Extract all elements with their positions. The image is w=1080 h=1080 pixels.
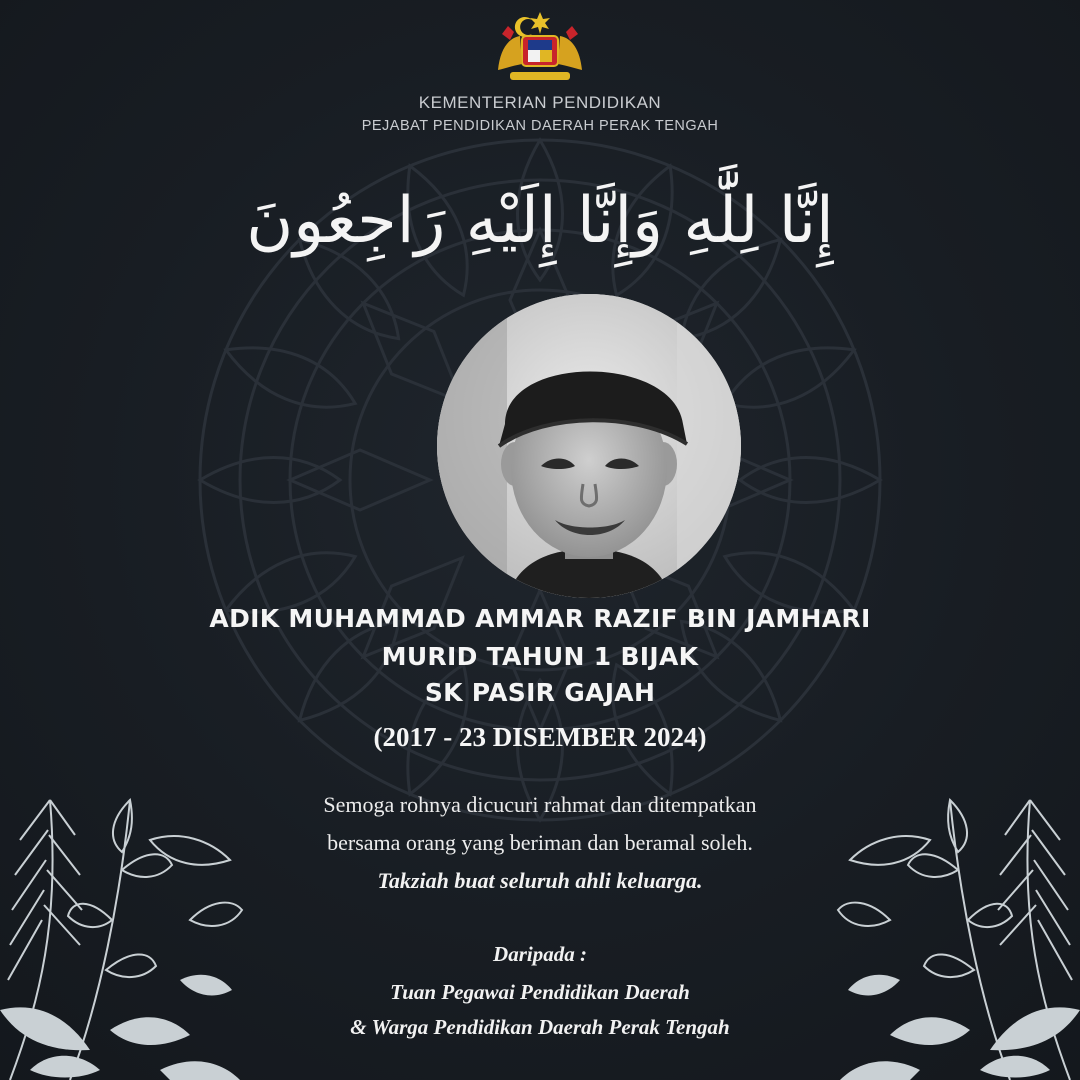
deceased-school: SK PASIR GAJAH <box>424 678 656 707</box>
condolence-line: Takziah buat seluruh ahli keluarga. <box>377 868 703 893</box>
leaf-ornament-left-icon <box>0 780 260 1080</box>
prayer-line-1: Semoga rohnya dicucuri rahmat dan ditempatkan <box>323 792 757 817</box>
sender-label: Daripada : <box>493 942 587 966</box>
malaysia-coat-of-arms-icon <box>488 10 592 86</box>
deceased-class: MURID TAHUN 1 BIJAK <box>381 642 699 671</box>
deceased-name: ADIK MUHAMMAD AMMAR RAZIF BIN JAMHARI <box>209 604 871 633</box>
office-title: PEJABAT PENDIDIKAN DAERAH PERAK TENGAH <box>361 118 719 134</box>
life-dates: (2017 - 23 DISEMBER 2024) <box>373 722 707 752</box>
sender-line-2: & Warga Pendidikan Daerah Perak Tengah <box>350 1015 730 1039</box>
leaf-ornament-right-icon <box>820 780 1080 1080</box>
child-portrait-illustration <box>437 294 741 598</box>
sender-line-1: Tuan Pegawai Pendidikan Daerah <box>390 980 690 1004</box>
arabic-calligraphy: إِنَّا لِلَّٰهِ وَإِنَّا إِلَيْهِ رَاجِعُونَ <box>246 184 834 258</box>
prayer-line-2: bersama orang yang beriman dan beramal soleh. <box>327 830 753 855</box>
ministry-title: KEMENTERIAN PENDIDIKAN <box>418 93 662 112</box>
portrait-photo <box>437 294 741 598</box>
